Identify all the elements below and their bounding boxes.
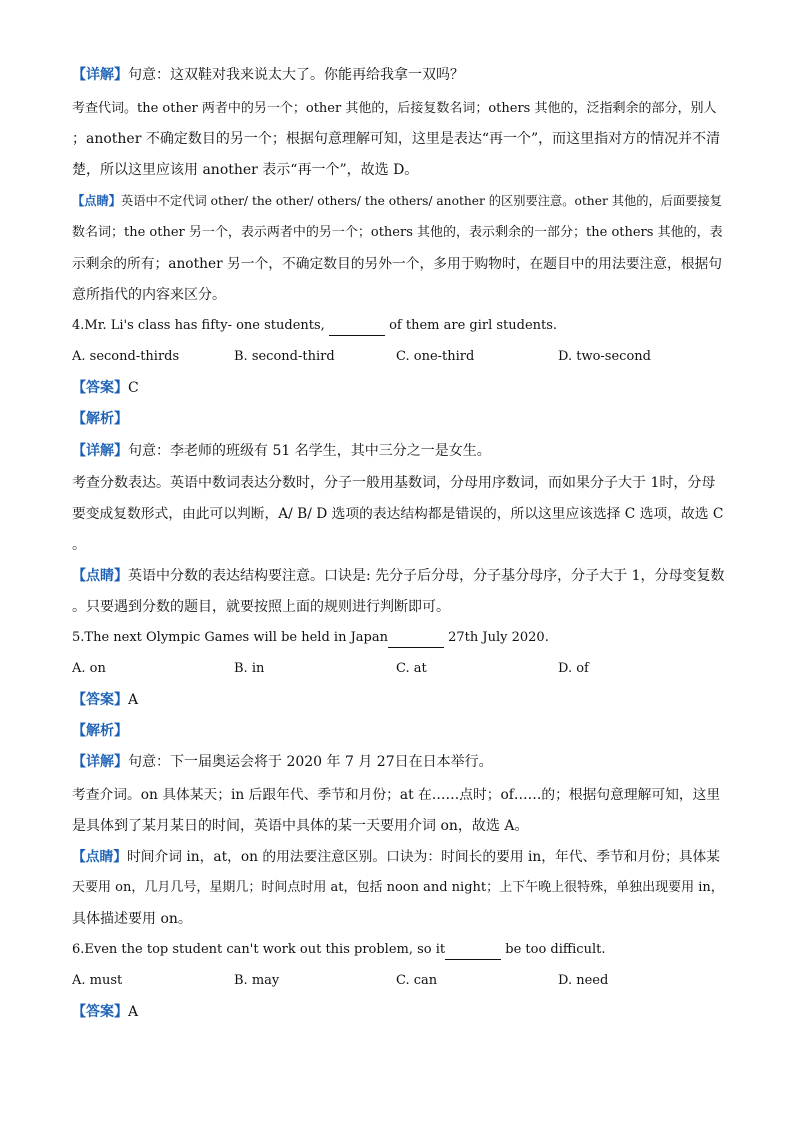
detail-tag: 【详解】 xyxy=(72,754,128,770)
body-text: 。 xyxy=(72,537,86,553)
body-text: ；another 不确定数目的另一个；根据句意理解可知，这里是表达“再一个”，而这里指对方的情况并不清 xyxy=(72,131,721,147)
answer-blank xyxy=(388,629,444,648)
detail-line xyxy=(72,442,727,460)
body-line xyxy=(72,100,727,118)
body-line xyxy=(72,255,727,273)
answer-value: A xyxy=(128,1004,139,1020)
answer-tag: 【答案】 xyxy=(72,1004,128,1020)
detail-line xyxy=(72,753,727,771)
question-4-stem: 4.Mr. Li's class has fifty- one students, of them are girl students. xyxy=(72,317,727,336)
q6-option-b: B. may xyxy=(234,973,280,988)
tip-line xyxy=(72,192,727,210)
q4-option-b: B. second-third xyxy=(234,349,335,364)
answer-value: A xyxy=(128,692,139,708)
question-6-stem: 6.Even the top student can't work out this problem, so it be too difficult. xyxy=(72,941,727,960)
q5-option-c: C. at xyxy=(396,661,427,676)
detail-text: 句意：李老师的班级有 51 名学生，其中三分之一是女生。 xyxy=(128,443,491,459)
body-text: 数名词；the other 另一个，表示两者中的另一个；others 其他的，表示剩余的一部分；the others 其他的，表 xyxy=(72,225,723,240)
q6-option-a: A. must xyxy=(72,973,123,988)
body-text: 天要用 on，几月几号，星期几；时间点时用 at，包括 noon and night；上下午晚上很特殊，单独出现要用 in， xyxy=(72,880,724,895)
detail-text: 句意：这双鞋对我来说太大了。你能再给我拿一双吗？ xyxy=(128,67,464,83)
q5-option-d: D. of xyxy=(558,661,589,676)
tip-line xyxy=(72,567,727,585)
body-line xyxy=(72,224,727,242)
body-text: 考查代词。the other 两者中的另一个；other 其他的，后接复数名词；others 其他的，泛指剩余的部分，别人 xyxy=(72,101,717,116)
q4-analysis-line xyxy=(72,410,727,428)
tip-text: 时间介词 in，at，on 的用法要注意区别。口诀为：时间长的要用 in，年代、季节和月份；具体某 xyxy=(127,849,720,865)
question-5-stem: 5.The next Olympic Games will be held in Japan 27th July 2020. xyxy=(72,629,727,648)
q6-option-d: D. need xyxy=(558,973,609,988)
tip-text: 英语中分数的表达结构要注意。口诀是: 先分子后分母，分子基分母序，分子大于 1，分母变复数 xyxy=(128,568,725,584)
body-line xyxy=(72,598,727,616)
q6-answer-line xyxy=(72,1003,727,1021)
body-line xyxy=(72,910,727,928)
q4-option-a: A. second-thirds xyxy=(72,349,180,364)
q5-answer-line xyxy=(72,691,727,709)
q5-option-a: A. on xyxy=(72,661,106,676)
body-line xyxy=(72,505,727,523)
body-text: 楚，所以这里应该用 another 表示“再一个”，故选 D。 xyxy=(72,162,419,178)
body-line xyxy=(72,286,727,304)
body-line xyxy=(72,474,727,492)
tip-text: 英语中不定代词 other/ the other/ others/ the others/ another 的区别要注意。other 其他的，后面要接复 xyxy=(121,194,722,208)
q4-option-c: C. one-third xyxy=(396,349,475,364)
answer-tag: 【答案】 xyxy=(72,380,128,396)
tip-line xyxy=(72,848,727,866)
q6-option-c: C. can xyxy=(396,973,438,988)
q5-analysis-line xyxy=(72,722,727,740)
analysis-tag: 【解析】 xyxy=(72,723,128,739)
tip-tag: 【点睛】 xyxy=(72,568,128,584)
body-text: 考查分数表达。英语中数词表达分数时，分子一般用基数词，分母用序数词，而如果分子大于 1时，分母 xyxy=(72,475,716,491)
tip-tag: 【点睛】 xyxy=(72,194,121,208)
analysis-tag: 【解析】 xyxy=(72,411,128,427)
tip-tag: 【点睛】 xyxy=(72,849,128,865)
body-text: 意所指代的内容来区分。 xyxy=(72,287,226,303)
answer-tag: 【答案】 xyxy=(72,692,128,708)
body-line xyxy=(72,130,727,148)
body-text: 。只要遇到分数的题目，就要按照上面的规则进行判断即可。 xyxy=(72,599,450,615)
body-text: 是具体到了某月某日的时间，英语中具体的某一天要用介词 on，故选 A。 xyxy=(72,818,529,834)
detail-tag: 【详解】 xyxy=(72,443,128,459)
body-line xyxy=(72,786,727,804)
body-text: 示剩余的所有；another 另一个，不确定数目的另外一个，多用于购物时，在题目中的用法要注意，根据句 xyxy=(72,256,723,272)
answer-blank xyxy=(329,317,385,336)
body-text: 考查介词。on 具体某天；in 后跟年代、季节和月份；at 在……点时；of……的；根据句意理解可知，这里 xyxy=(72,787,721,803)
detail-tag: 【详解】 xyxy=(72,67,128,83)
body-line xyxy=(72,536,727,554)
body-line xyxy=(72,817,727,835)
answer-value: C xyxy=(128,380,139,396)
answer-blank xyxy=(445,941,501,960)
body-text: 要变成复数形式，由此可以判断，A/ B/ D 选项的表达结构都是错误的，所以这里应该选择 C 选项，故选 C xyxy=(72,506,724,522)
q5-option-b: B. in xyxy=(234,661,265,676)
detail-line xyxy=(72,66,727,84)
q4-answer-line xyxy=(72,379,727,397)
detail-text: 句意：下一届奥运会将于 2020 年 7 月 27日在日本举行。 xyxy=(128,754,493,770)
q4-option-d: D. two-second xyxy=(558,349,651,364)
body-line xyxy=(72,161,727,179)
body-text: 具体描述要用 on。 xyxy=(72,911,192,927)
body-line xyxy=(72,879,727,897)
